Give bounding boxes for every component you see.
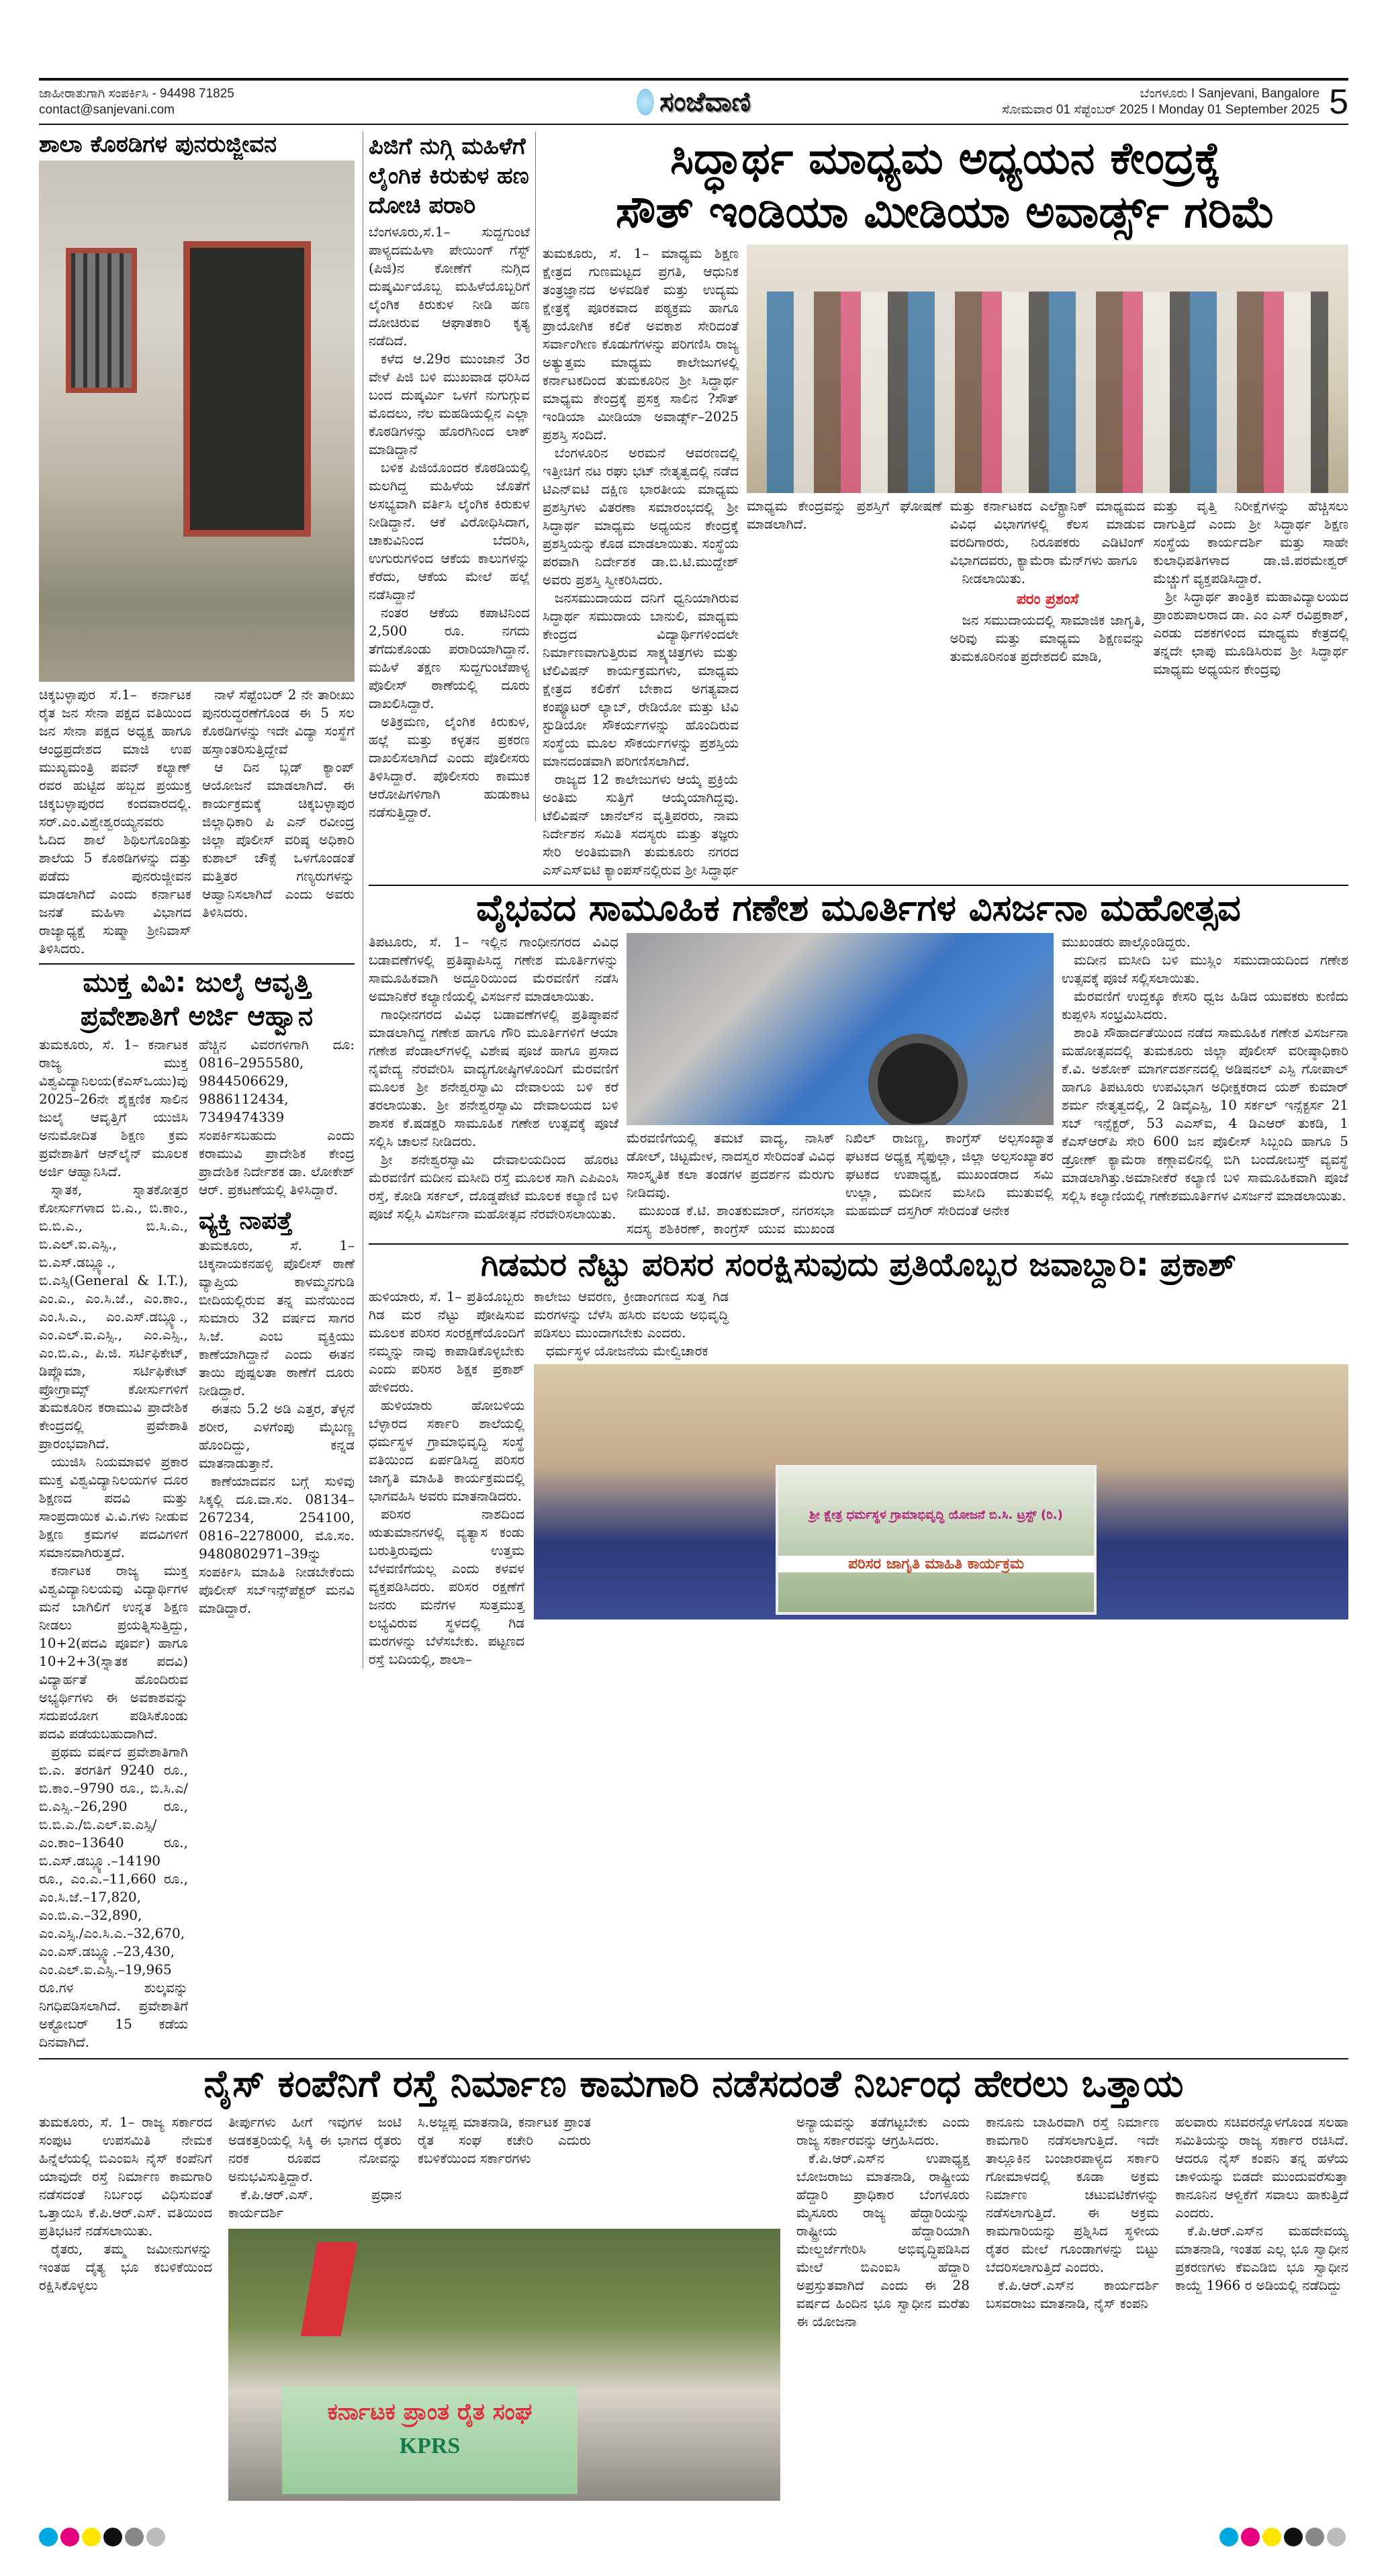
gray-dot	[125, 2528, 144, 2546]
headline-line: ಸಿದ್ಧಾರ್ಥ ಮಾಧ್ಯಮ ಅಧ್ಯಯನ ಕೇಂದ್ರಕ್ಕೆ	[669, 132, 1221, 184]
siddhartha-headline	[543, 132, 1348, 239]
top-stories	[369, 132, 1348, 879]
siddhartha-col-b	[747, 497, 942, 533]
paragraph: ನಂತರ ಆಕೆಯ ಕಪಾಟಿನಿಂದ 2,500 ರೂ. ನಗದು ತೆಗೆದುಕೊಂಡು ಪರಾರಿಯಾಗಿದ್ದಾನೆ. ಮಹಿಳೆ ತಕ್ಷಣ ಸುದ್ದಗುಂಟೆಪಾಳ್ಯ ಪೊಲೀಸ್ ಠಾಣೆಯಲ್ಲಿ ದೂರು ದಾಖಲಿಸಿದ್ದಾರೆ.	[369, 605, 530, 711]
paragraph: ಹೆಚ್ಚಿನ ವಿವರಗಳಿಗಾಗಿ ದೂ: 0816–2955580, 9844506629, 9886112434, 7349474339 ಸಂಪರ್ಕಿಸಬಹುದು ಎಂದು ಕರಾಮುವಿ ಪ್ರಾದೇಶಿಕ ಕೇಂದ್ರ ಪ್ರಾದೇಶಿಕ ನಿರ್ದೇಶಕ ಡಾ. ಲೋಕೇಶ್ ಆರ್. ಪ್ರಕಟಣೆಯಲ್ಲಿ ತಿಳಿಸಿದ್ದಾರೆ.	[199, 1036, 355, 1198]
environment-story	[369, 1288, 1348, 1669]
cyan-dot	[39, 2528, 58, 2546]
missing-person-headline: ವ್ಯಕ್ತಿ ನಾಪತ್ತೆ	[199, 1207, 293, 1235]
globe-icon	[637, 89, 654, 116]
paragraph: ಬೆಂಗಳೂರು,ಸೆ.1– ಸುದ್ದಗುಂಟೆ ಪಾಳ್ಯದಮಹಿಳಾ ಪೇಯಿಂಗ್ ಗೆಸ್ಟ್ (ಪಿಜಿ)ನ ಕೋಣೆಗೆ ನುಗ್ಗಿದ ದುಷ್ಕರ್ಮಿಯೊಬ್ಬ ಮಹಿಳೆಯೊಬ್ಬರಿಗೆ ಲೈಂಗಿಕ ಕಿರುಕುಳ ನೀಡಿ ಹಣ ದೋಚಿರುವ ಆಘಾತಕಾರಿ ಕೃತ್ಯ ನಡೆದಿದೆ.	[369, 224, 530, 349]
open-university-col-1	[39, 1036, 188, 2051]
ganesha-right	[1062, 933, 1348, 1205]
nice-story	[39, 2113, 1348, 2501]
open-university-headline: ಮುಕ್ತ ವಿವಿ: ಜುಲೈ ಆವೃತ್ತಿ ಪ್ರವೇಶಾತಿಗೆ ಅರ್ಜಿ ಆಹ್ವಾನ	[80, 967, 314, 1032]
yellow-dot	[82, 2528, 101, 2546]
banner-abbr: KPRS	[399, 2434, 461, 2459]
school-body	[39, 686, 355, 958]
paragraph: ಮುಖಂಡರು ಪಾಲ್ಗೊಂಡಿದ್ದರು.	[1062, 934, 1191, 950]
paragraph: ಹುಳಿಯಾರು, ಸೆ. 1– ಪ್ರತಿಯೊಬ್ಬರು ಗಿಡ ಮರ ನೆಟ್ಟು ಪೋಷಿಸುವ ಮೂಲಕ ಪರಿಸರ ಸಂರಕ್ಷಣೆಯೊಂದಿಗೆ ನಮ್ಮನ್ನು ನಾವು ಕಾಪಾಡಿಕೊಳ್ಳಬೇಕು ಎಂದು ಪರಿಸರ ಶಿಕ್ಷಕ ಪ್ರಕಾಶ್ ಹೇಳಿದರು.	[369, 1288, 524, 1395]
edition: ಬೆಂಗಳೂರು I Sanjevani, Bangalore	[1140, 87, 1320, 101]
nice-col-2	[228, 2113, 402, 2222]
trust-banner	[776, 1465, 1097, 1615]
pg-body	[369, 223, 530, 821]
ganesha-left	[369, 933, 618, 1223]
light-gray-dot	[1327, 2528, 1346, 2546]
nice-col-3	[418, 2113, 591, 2168]
siddhartha-col-d	[1153, 497, 1348, 678]
nice-col-5	[796, 2113, 970, 2331]
ganesha-story	[369, 933, 1348, 1238]
cyan-dot	[1219, 2528, 1238, 2546]
banner-subtitle: ಪರಿಸರ ಜಾಗೃತಿ ಮಾಹಿತಿ ಕಾರ್ಯಕ್ರಮ	[778, 1556, 1094, 1572]
paragraph: ಪ್ರಥಮ ವರ್ಷದ ಪ್ರವೇಶಾತಿಗಾಗಿ ಬಿ.ಎ. ತರಗತಿಗೆ 9240 ರೂ., ಬಿ.ಕಾಂ.–9790 ರೂ., ಬಿ.ಸಿ.ಎ/ಬಿ.ಎಸ್ಸಿ.–26,290 ರೂ., ಬಿ.ಬಿ.ಎ./ಬಿ.ಎಲ್.ಐ.ಎಸ್ಸಿ/ಎಂ.ಕಾಂ–13640 ರೂ., ಬಿ.ಎಸ್.ಡಬ್ಲ್ಯೂ.–14190 ರೂ., ಎಂ.ಎ.–11,660 ರೂ., ಎಂ.ಸಿ.ಜೆ.–17,820, ಎಂ.ಬಿ.ಎ.–32,890, ಎಂ.ಎಸ್ಸಿ./ಎಂ.ಸಿ.ಎ.–32,670, ಎಂ.ಎಸ್.ಡಬ್ಲ್ಯೂ.–23,430, ಎಂ.ಎಲ್.ಐ.ಎಸ್ಸಿ.–19,965 ರೂ.ಗಳ ಶುಲ್ಕವನ್ನು ನಿಗಧಿಪಡಿಸಲಾಗಿದೆ. ಪ್ರವೇಶಾತಿಗೆ ಅಕ್ಟೋಬರ್ 15 ಕಡೆಯ ದಿನವಾಗಿದೆ.	[39, 1744, 188, 2051]
paragraph: ಜನಸಮುದಾಯದ ದನಿಗೆ ಧ್ವನಿಯಾಗಿರುವ ಸಿದ್ಧಾರ್ಥ ಸಮುದಾಯ ಬಾನುಲಿ, ಮಾಧ್ಯಮ ಕೇಂದ್ರದ ವಿದ್ಯಾರ್ಥಿಗಳಿಂದಲೇ ನಿರ್ಮಾಣವಾಗುತ್ತಿರುವ ಸಾಕ್ಷ್ಯಚಿತ್ರಗಳು ಮತ್ತು ಟೆಲಿವಿಷನ್ ಕಾರ್ಯಕ್ರಮಗಳು, ಮಾಧ್ಯಮ ಕ್ಷೇತ್ರದ ಕಲಿಕೆಗೆ ಬೇಕಾದ ಅಗತ್ಯವಾದ ಕಂಪ್ಯೂಟರ್ ಲ್ಯಾಬ್, ರೇಡಿಯೋ ಮತ್ತು ಟಿವಿ ಸ್ಟುಡಿಯೋ ಸೌಕರ್ಯಗಳನ್ನು ಹೊಂದಿರುವ ಸಂಸ್ಥೆಯ ಮೂಲ ಸೌಕರ್ಯಗಳನ್ನು ಪ್ರಶಸ್ತಿಯ ಮಾನದಂಡವಾಗಿ ಪರಿಗಣಿಸಲಾಗಿದೆ.	[543, 590, 739, 769]
paragraph: ಕೆ.ಪಿ.ಆರ್.ಎಸ್‌ನ ಉಪಾಧ್ಯಕ್ಷ ಬೋಜರಾಜು ಮಾತನಾಡಿ, ರಾಷ್ಟ್ರೀಯ ಹೆದ್ದಾರಿ ಪ್ರಾಧಿಕಾರ ಬೆಂಗಳೂರು ಮೈಸೂರು ರಾಜ್ಯ ಹೆದ್ದಾರಿಯನ್ನು ರಾಷ್ಟ್ರೀಯ ಹೆದ್ದಾರಿಯಾಗಿ ಮೇಲ್ದರ್ಜೆಗೇರಿಸಿ ಅಭಿವೃದ್ಧಿಪಡಿಸಿದ ಮೇಲೆ ಬಿಎಂಐಸಿ ಹೆದ್ದಾರಿ ಅಪ್ರಸ್ತುತವಾಗಿದೆ ಎಂದು ಈ 28 ವರ್ಷದ ಹಿಂದಿನ ಭೂ ಸ್ವಾಧೀನ ಮರೆತು ಈ ಯೋಜನಾ	[796, 2150, 970, 2330]
paragraph: ಶ್ರೀ ಶನೇಶ್ವರಸ್ವಾಮಿ ದೇವಾಲಯದಿಂದ ಹೊರಟ ಮೆರವಣಿಗೆ ಮದೀನ ಮಸೀದಿ ರಸ್ತೆ ಮೂಲಕ ಸಾಗಿ ಎಪಿಎಂಸಿ ರಸ್ತೆ, ಕೋಡಿ ಸರ್ಕಲ್, ದೊಡ್ಡಪೇಟೆ ಮೂಲಕ ಕಲ್ಯಾಣಿ ಬಳಿ ಪೂಜೆ ಸಲ್ಲಿಸಿ ವಿಸರ್ಜನಾ ಮಹೋತ್ಸವ ನೆರವೇರಿಸಲಾಯಿತು.	[369, 1151, 618, 1222]
paragraph: ಮೆರವಣಿಗೆಯಲ್ಲಿ ತಮಟೆ ವಾದ್ಯ, ನಾಸಿಕ್ ಡೋಲ್, ಚಿಟ್ಟಮೇಳ, ನಾದಸ್ವರ ಸೇರಿದಂತೆ ವಿವಿಧ ಸಾಂಸ್ಕೃತಿಕ ಕಲಾ ತಂಡಗಳ ಪ್ರದರ್ಶನ ಮೆರುಗು ನೀಡಿದವು.	[627, 1130, 835, 1200]
color-registration-marks-left	[39, 2528, 168, 2549]
yellow-dot	[1262, 2528, 1281, 2546]
masthead-left	[39, 86, 637, 118]
left-column	[39, 132, 355, 2051]
magenta-dot	[1241, 2528, 1260, 2546]
siddhartha-col-c	[950, 497, 1146, 666]
paragraph: ಮೆರವಣಿಗೆ ಉದ್ದಕ್ಕೂ ಕೇಸರಿ ಧ್ವಜ ಹಿಡಿದ ಯುವಕರು ಕುಣಿದು ಕುಪ್ಪಳಿಸಿ ಸಂಭ್ರಮಿಸಿದರು.	[1062, 988, 1348, 1022]
paragraph: ಅನ್ಯಾಯವನ್ನು ತಡೆಗಟ್ಟಬೇಕು ಎಂದು ರಾಜ್ಯ ಸರ್ಕಾರವನ್ನು ಆಗ್ರಹಿಸಿದರು.	[796, 2114, 970, 2149]
registration-strip	[39, 2528, 1348, 2549]
kprs-protest-photo	[228, 2229, 780, 2501]
paragraph: ಮುಖಂಡ ಕೆ.ಟಿ. ಶಾಂತಕುಮಾರ್, ನಗರಸಭಾ ಸದಸ್ಯ ಶಶಿಕಿರಣ್, ಕಾಂಗ್ರೆಸ್ ಯುವ ಮುಖಂಡ ನಿಖಿಲ್ ರಾಜಣ್ಣ, ಕಾಂಗ್ರೆಸ್ ಅಲ್ಪಸಂಖ್ಯಾತ ಘಟಕದ ಅಧ್ಯಕ್ಷ ಸೈಫುಲ್ಲಾ, ಜಿಲ್ಲಾ ಅಲ್ಪಸಂಖ್ಯಾತರ ಘಟಕದ ಉಪಾಧ್ಯಕ್ಷ, ಮುಖಂಡರಾದ ಸಮಿ ಉಲ್ಲಾ, ಮದೀನ ಮಸೀದಿ ಮುತುವಲ್ಲಿ ಮಹಮದ್ ದಸ್ತಗಿರ್ ಸೇರಿದಂತೆ ಅನೇಕ	[627, 1130, 1054, 1237]
light-gray-dot	[146, 2528, 165, 2546]
ganesha-middle	[627, 1129, 1054, 1238]
school-headline: ಶಾಲಾ ಕೊಠಡಿಗಳ ಪುನರುಜ್ಜೀವನ	[39, 131, 277, 158]
paragraph: ಮತ್ತು ವೃತ್ತಿ ನಿರೀಕ್ಷೆಗಳನ್ನು ಹೆಚ್ಚಿಸಲು ದಾಗುತ್ತಿದೆ ಎಂದು ಶ್ರೀ ಸಿದ್ಧಾರ್ಥ ಶಿಕ್ಷಣ ಸಂಸ್ಥೆಯ ಕಾರ್ಯದರ್ಶಿ ಮತ್ತು ಸಾಹೇ ಕುಲಾಧಿಪತಿಗಳಾದ ಡಾ.ಜಿ.ಪರಮೇಶ್ವರ್ ಮೆಚ್ಚುಗೆ ವ್ಯಕ್ತಪಡಿಸಿದ್ದಾರೆ.	[1153, 498, 1349, 586]
paragraph: ಕಾಲೇಜು ಆವರಣ, ಕ್ರೀಡಾಂಗಣದ ಸುತ್ತ ಗಿಡ ಮರಗಳನ್ನು ಬೆಳೆಸಿ ಹಸಿರು ವಲಯ ಅಭಿವೃದ್ಧಿ ಪಡಿಸಲು ಮುಂದಾಗಬೇಕು ಎಂದರು.	[534, 1288, 729, 1341]
paragraph: ಕೆ.ಪಿ.ಆರ್.ಎಸ್‌ನ ಕಾರ್ಯದರ್ಶಿ ಬಸವರಾಜು ಮಾತನಾಡಿ, ನೈಸ್ ಕಂಪನಿ	[986, 2277, 1159, 2312]
paragraph: ತುಮಕೂರು, ಸೆ. 1– ಚಿಕ್ಕನಾಯಕನಹಳ್ಳಿ ಪೊಲೀಸ್ ಠಾಣೆ ವ್ಯಾಪ್ತಿಯ ಕಾಳಮ್ಮನಗುಡಿ ಬೀದಿಯಲ್ಲಿರುವ ತನ್ನ ಮನೆಯಿಂದ ಸುಮಾರು 32 ವರ್ಷದ ಸಾಗರ ಸಿ.ಜೆ. ಎಂಬ ವ್ಯಕ್ತಿಯು ಕಾಣೆಯಾಗಿದ್ದಾನೆ ಎಂದು ಈತನ ತಾಯಿ ಪುಷ್ಪಲತಾ ಠಾಣೆಗೆ ದೂರು ನೀಡಿದ್ದಾರೆ.	[199, 1237, 355, 1399]
paragraph: ಪರಿಸರ ನಾಶದಿಂದ ಋತುಮಾನಗಳಲ್ಲಿ ವ್ಯತ್ಯಾಸ ಕಂಡು ಬರುತ್ತಿರುವುದು ಉತ್ತಮ ಬೆಳವಣಿಗೆಯಲ್ಲ ಎಂದು ಕಳವಳ ವ್ಯಕ್ತಪಡಿಸಿದರು. ಪರಿಸರ ರಕ್ಷಣೆಗೆ ಜನರು ಮನೆಗಳ ಸುತ್ತಮುತ್ತ ಲಭ್ಯವಿರುವ ಸ್ಥಳದಲ್ಲಿ ಗಿಡ ಮರಗಳನ್ನು ಬೆಳೆಸಬೇಕು. ಪಟ್ಟಣದ ರಸ್ತೆ ಬದಿಯಲ್ಲಿ, ಶಾಲಾ–	[369, 1506, 524, 1667]
missing-person-body	[199, 1237, 355, 1617]
issue-date: ಸೋಮವಾರ 01 ಸೆಪ್ಟೆಂಬರ್ 2025 I Monday 01 September 2025	[1002, 103, 1320, 117]
newspaper-logo	[637, 87, 751, 118]
paragraph: ಕೆ.ಪಿ.ಆರ್.ಎಸ್‌ನ ಮಹದೇವಯ್ಯ ಮಾತನಾಡಿ, ಇಂತಹ ಎಲ್ಲ ಭೂ ಸ್ವಾಧೀನ ಪ್ರಕರಣಗಳು ಕೆಐಎಡಿಬಿ ಭೂ ಸ್ವಾಧೀನ ಕಾಯ್ದೆ 1966 ರ ಅಡಿಯಲ್ಲಿ ನಡೆದಿದ್ದು	[1175, 2223, 1348, 2294]
paragraph: ಅತಿಕ್ರಮಣ, ಲೈಂಗಿಕ ಕಿರುಕುಳ, ಹಲ್ಲೆ ಮತ್ತು ಕಳ್ಳತನ ಪ್ರಕರಣ ದಾಖಲಿಸಲಾಗಿದೆ ಎಂದು ಪೊಲೀಸರು ತಿಳಿಸಿದ್ದಾರೆ. ಪೊಲೀಸರು ಕಾಮುಕ ಆರೋಪಿಗಳಿಗಾಗಿ ಹುಡುಕಾಟ ನಡೆಸುತ್ತಿದ್ದಾರೆ.	[369, 713, 530, 820]
ad-contact: ಜಾಹೀರಾತುಗಾಗಿ ಸಂಪರ್ಕಿಸಿ - 94498 71825	[39, 87, 234, 101]
kprs-banner	[282, 2387, 577, 2494]
pg-headline: ಪಿಜಿಗೆ ನುಗ್ಗಿ ಮಹಿಳೆಗೆ ಲೈಂಗಿಕ ಕಿರುಕುಳ ಹಣ ದೋಚಿ ಪರಾರಿ	[369, 133, 529, 219]
ganesha-procession-photo	[627, 933, 1054, 1125]
group-of-people	[767, 292, 1328, 493]
nice-headline: ನೈಸ್ ಕಂಪೆನಿಗೆ ರಸ್ತೆ ನಿರ್ಮಾಣ ಕಾಮಗಾರಿ ನಡೆಸದಂತೆ ನಿರ್ಬಂಧ ಹೇರಲು ಒತ್ತಾಯ	[203, 2062, 1184, 2106]
paragraph: ತುಮಕೂರು, ಸೆ. 1– ರಾಜ್ಯ ಸರ್ಕಾರದ ಸಂಪುಟ ಉಪಸಮಿತಿ ನೇಮಕ ಹಿನ್ನೆಲೆಯಲ್ಲಿ ಬಿಎಂಐಸಿ ನೈಸ್ ಕಂಪೆನಿಗೆ ಯಾವುದೇ ರಸ್ತೆ ನಿರ್ಮಾಣ ಕಾಮಗಾರಿ ನಡೆಸದಂತೆ ನಿರ್ಬಂಧ ವಿಧಿಸುವಂತೆ ಒತ್ತಾಯಿಸಿ ಕೆ.ಪಿ.ಆರ್.ಎಸ್. ವತಿಯಿಂದ ಪ್ರತಿಭಟನೆ ನಡೆಸಲಾಯಿತು.	[39, 2114, 212, 2239]
color-registration-marks-right	[1219, 2528, 1348, 2549]
paragraph: ಕಾನೂನು ಬಾಹಿರವಾಗಿ ರಸ್ತೆ ನಿರ್ಮಾಣ ಕಾಮಗಾರಿ ನಡೆಸಲಾಗುತ್ತಿದೆ. ಇದೇ ತಾಲ್ಲೂಕಿನ ಬಂಜಾರಪಾಳ್ಯದ ಸರ್ಕಾರಿ ಗೋಮಾಳದಲ್ಲಿ ಕೂಡಾ ಅಕ್ರಮ ನಿರ್ಮಾಣ ಚಟುವಟಿಕೆಗಳನ್ನು ನಡೆಸಲಾಗುತ್ತಿದೆ. ಈ ಅಕ್ರಮ ಕಾಮಗಾರಿಯನ್ನು ಪ್ರಶ್ನಿಸಿದ ಸ್ಥಳೀಯ ರೈತರ ಮೇಲೆ ಗೂಂಡಾಗಳನ್ನು ಬಿಟ್ಟು ಬೆದರಿಸಲಾಗುತ್ತಿದೆ ಎಂದರು.	[986, 2114, 1159, 2276]
paragraph: ತೀರ್ಪುಗಳು ಹೀಗೆ ಇವುಗಳ ಜಂಟಿ ಅಡಕತ್ತರಿಯಲ್ಲಿ ಸಿಕ್ಕಿ ಈ ಭಾಗದ ರೈತರು ನರಕ ರೂಪದ ನೋವನ್ನು ಅನುಭವಿಸುತ್ತಿದ್ದಾರೆ.	[228, 2114, 402, 2185]
paragraph: ಶಾಂತಿ ಸೌಹಾರ್ದತೆಯಿಂದ ನಡೆದ ಸಾಮೂಹಿಕ ಗಣೇಶ ವಿಸರ್ಜನಾ ಮಹೋತ್ಸವದಲ್ಲಿ ತುಮಕೂರು ಜಿಲ್ಲಾ ಪೊಲೀಸ್ ವರೀಷ್ಠಾಧಿಕಾರಿ ಕೆ.ವಿ. ಅಶೋಕ್ ಮಾರ್ಗದರ್ಶನದಲ್ಲಿ ಅಡಿಷನಲ್ ಎಸ್ಪಿ ಗೋಪಾಲ್ ಹಾಗೂ ತಿಪಟೂರು ಉಪವಿಭಾಗ ಅಧೀಕ್ಷಕರಾದ ಯಶ್ ಕುಮಾರ್ ಶರ್ಮ ನೇತೃತ್ವದಲ್ಲಿ, 2 ಡಿವೈಎಸ್ಪಿ, 10 ಸರ್ಕಲ್ ಇನ್ಸೆಕ್ಟರ್ಸ 21 ಸಬ್ ಇನ್ಸೆಕ್ಟರ್, 53 ಎಎಸ್‌ಐ, 4 ಡಿಎಆರ್ ತುಕಡಿ, 1 ಕೆಎಸ್‌ಆರ್‌ಪಿ ಸೇರಿ 600 ಜನ ಪೊಲೀಸ್ ಸಿಬ್ಬಂದಿ ಹಾಗೂ 5 ಡ್ರೋಣ್ ಕ್ಯಾಮೆರಾ ಕಣ್ಗಾವಲಿನಲ್ಲಿ ಬಿಗಿ ಬಂದೋಬಸ್ತ್ ವ್ಯವಸ್ಥೆ ಮಾಡಲಾಗಿತ್ತು.ಅಮಾನೀಕೆರೆ ಕಲ್ಯಾಣಿ ಬಳಿ ಸಾಮೂಹಿಕವಾಗಿ ಪೂಜೆ ಸಲ್ಲಿಸಿ ಕಲ್ಯಾಣಿಯಲ್ಲಿ ಗಣೇಶಮೂರ್ತಿಗಳ ವಿಸರ್ಜನೆ ಮಾಡಲಾಯಿತು.	[1062, 1024, 1348, 1204]
paragraph: ಮದೀನ ಮಸೀದಿ ಬಳಿ ಮುಸ್ಲಿಂ ಸಮುದಾಯದಿಂದ ಗಣೇಶ ಉತ್ಸವಕ್ಕೆ ಪೂಜೆ ಸಲ್ಲಿಸಲಾಯಿತು.	[1062, 952, 1348, 986]
ganesha-headline: ವೈಭವದ ಸಾಮೂಹಿಕ ಗಣೇಶ ಮೂರ್ತಿಗಳ ವಿಸರ್ಜನಾ ಮಹೋತ್ಸವ	[476, 887, 1241, 929]
paragraph: ಆ ದಿನ ಬ್ಲಡ್ ಕ್ಯಾಂಪ್ ಆಯೋಜನೆ ಮಾಡಲಾಗಿದೆ. ಈ ಕಾರ್ಯಕ್ರಮಕ್ಕೆ ಚಿಕ್ಕಬಳ್ಳಾಪುರ ಜಿಲ್ಲಾಧಿಕಾರಿ ಪಿ ಎನ್ ರವೀಂದ್ರ ಜಿಲ್ಲಾ ಪೊಲೀಸ್ ವರಿಷ್ಠ ಅಧಿಕಾರಿ ಕುಶಾಲ್ ಚೌಕ್ಸೆ ಒಳಗೊಂಡಂತೆ ಮತ್ತಿತರ ಗಣ್ಯರುಗಳನ್ನು ಆಹ್ವಾನಿಸಲಾಗಿದೆ ಎಂದು ಅವರು ತಿಳಿಸಿದರು.	[202, 759, 355, 921]
paragraph: ಕೆ.ಪಿ.ಆರ್.ಎಸ್. ಪ್ರಧಾನ ಕಾರ್ಯದರ್ಶಿ	[228, 2186, 402, 2221]
banner-title: ಕರ್ನಾಟಕ ಪ್ರಾಂತ ರೈತ ಸಂಘ	[327, 2399, 533, 2426]
paragraph: ಬೆಂಗಳೂರಿನ ಅರಮನೆ ಆವರಣದಲ್ಲಿ ಇತ್ತೀಚಿಗೆ ನಟ ರಘು ಭಟ್ ನೇತೃತ್ವದಲ್ಲಿ ನಡೆದ ಟಿಎನ್ಐಟಿ ದಕ್ಷಿಣ ಭಾರತೀಯ ಮಾಧ್ಯಮ ಪ್ರಶಸ್ತಿಗಳು ವಿತರಣಾ ಸಮಾರಂಭದಲ್ಲಿ ಶ್ರೀ ಸಿದ್ಧಾರ್ಥ ಮಾಧ್ಯಮ ಅಧ್ಯಯನ ಕೇಂದ್ರಕ್ಕೆ ಪ್ರಶಸ್ತಿಯನ್ನು ಕೊಡ ಮಾಡಲಾಯಿತು. ಸಂಸ್ಥೆಯ ಪರವಾಗಿ ನಿರ್ದೇಶಕ ಡಾ.ಬಿ.ಟಿ.ಮುದ್ದೇಶ್ ಅವರು ಪ್ರಶಸ್ತಿ ಸ್ವೀಕರಿಸಿದರು.	[543, 445, 739, 588]
masthead	[39, 78, 1348, 125]
environment-headline: ಗಿಡಮರ ನೆಟ್ಟು ಪರಿಸರ ಸಂರಕ್ಷಿಸುವುದು ಪ್ರತಿಯೊಬ್ಬರ ಜವಾಬ್ದಾರಿ: ಪ್ರಕಾಶ್	[481, 1246, 1236, 1284]
paragraph: ಜನ ಸಮುದಾಯದಲ್ಲಿ ಸಾಮಾಜಿಕ ಜಾಗೃತಿ, ಅರಿವು ಮತ್ತು ಮಾಧ್ಯಮ ಶಿಕ್ಷಣವನ್ನು ತುಮಕೂರಿನಂತ ಪ್ರದೇಶದಲಿ ಮಾಡಿ,	[950, 612, 1146, 664]
banner-title: ಶ್ರೀ ಕ್ಷೇತ್ರ ಧರ್ಮಸ್ಥಳ ಗ್ರಾಮಾಭಿವೃದ್ಧಿ ಯೋಜನೆ ಬಿ.ಸಿ. ಟ್ರಸ್ಟ್ (ರಿ.)	[809, 1508, 1063, 1522]
black-dot	[1284, 2528, 1303, 2546]
paragraph: ನಾಳೆ ಸೆಪ್ಟೆಂಬರ್ 2 ನೇ ತಾರೀಖು ಪುನರುದ್ಧರಣೆಗೊಂಡ ಈ 5 ಸಲ ಕೊಠಡಿಗಳನ್ನು ಇದೇ ವಿದ್ಯಾ ಸಂಸ್ಥೆಗೆ ಹಸ್ತಾಂತರಿಸುತ್ತಿದ್ದೇವೆ	[202, 686, 355, 758]
red-flag	[301, 2242, 358, 2336]
paragraph: ಶ್ರೀ ಸಿದ್ಧಾರ್ಥ ತಾಂತ್ರಿಕ ಮಹಾವಿದ್ಯಾಲಯದ ಪ್ರಾಂಶುಪಾಲರಾದ ಡಾ. ಎಂ ಎಸ್ ರವಿಪ್ರಕಾಶ್, ಎರಡು ದಶಕಗಳಿಂದ ಮಾಧ್ಯಮ ಕೇತ್ರದಲ್ಲಿ ತನ್ನದೇ ಛಾಪು ಮೂಡಿಸಿರುವ ಶ್ರೀ ಸಿದ್ಧಾರ್ಥ ಮಾಧ್ಯಮ ಅಧ್ಯಯನ ಕೇಂದ್ರವು	[1153, 588, 1349, 677]
contact-email[interactable]: contact@sanjevani.com	[39, 103, 175, 117]
paragraph: ಹಲವಾರು ಸಚಿವರನ್ನೊಳಗೊಂಡ ಸಲಹಾ ಸಮಿತಿಯನ್ನು ರಾಜ್ಯ ಸರ್ಕಾರ ರಚಿಸಿದೆ. ಆದರೂ ನೈಸ್ ಕಂಪನಿ ತನ್ನ ಹಳೆಯ ಚಾಳಿಯನ್ನು ಬಿಡದೇ ಮುಂದುವರೆಸುತ್ತಾ ಕಾನೂನಿನ ಆಳ್ವಿಕೆಗೆ ಸವಾಲು ಹಾಕುತ್ತಿದೆ ಎಂದರು.	[1175, 2114, 1348, 2221]
doorway	[183, 241, 311, 537]
masthead-right	[1002, 86, 1320, 118]
nice-col-6	[986, 2113, 1159, 2313]
paragraph: ರೈತರು, ತಮ್ಮ ಜಮೀನುಗಳನ್ನು ಇಂತಹ ದೈತ್ಯ ಭೂ ಕಬಳಿಕೆಯಿಂದ ರಕ್ಷಿಸಿಕೊಳ್ಳಲು	[39, 2241, 212, 2294]
nice-col-7	[1175, 2113, 1348, 2295]
school-building-photo	[39, 161, 355, 682]
environment-students-photo	[534, 1364, 1348, 1619]
paragraph: ಚಿಕ್ಕಬಳ್ಳಾಪುರ ಸೆ.1– ಕರ್ನಾಟಕ ರೈತ ಜನ ಸೇನಾ ಪಕ್ಷದ ವತಿಯಿಂದ ಜನ ಸೇನಾ ಪಕ್ಷದ ಅಧ್ಯಕ್ಷ ಹಾಗೂ ಆಂಧ್ರಪ್ರದೇಶದ ಮಾಜಿ ಉಪ ಮುಖ್ಯಮಂತ್ರಿ ಪವನ್ ಕಲ್ಯಾಣ್ ರವರ ಹುಟ್ಟಿದ ಹಬ್ಬದ ಪ್ರಯುಕ್ತ ಚಿಕ್ಕಬಳ್ಳಾಪುರದ ಕಂದವಾರದಲ್ಲಿ. ಸರ್.ಎಂ.ವಿಶ್ವೇಶ್ವರಯ್ಯನವರು ಓದಿದ ಶಾಲೆ ಶಿಥಿಲಗೊಂಡಿತ್ತು ಶಾಲೆಯ 5 ಕೊಠಡಿಗಳನ್ನು ದತ್ತು ಪಡೆದು ಪುನರುಜ್ಜೀವನ ಮಾಡಲಾಗಿದೆ ಎಂದು ಕರ್ನಾಟಕ ಜನತೆ ಮಹಿಳಾ ವಿಭಾಗದ ರಾಜ್ಯಾಧ್ಯಕ್ಷೆ ಸುಷ್ಮಾ ಶ್ರೀನಿವಾಸ್ ತಿಳಿಸಿದರು.	[39, 686, 191, 957]
paragraph: ಕರ್ನಾಟಕ ರಾಜ್ಯ ಮುಕ್ತ ವಿಶ್ವವಿದ್ಯಾನಿಲಯವು ವಿದ್ಯಾರ್ಥಿಗಳ ಮನೆ ಬಾಗಿಲಿಗೆ ಉನ್ನತ ಶಿಕ್ಷಣ ನೀಡಲು ಪ್ರಯತ್ನಿಸುತ್ತಿದ್ದು, 10+2(ಪದವಿ ಪೂರ್ವ) ಹಾಗೂ 10+2+3(ಸ್ನಾತಕ ಪದವಿ) ವಿದ್ಯಾರ್ಹತೆ ಹೊಂದಿರುವ ಅಭ್ಯರ್ಥಿಗಳು ಈ ಅವಕಾಶವನ್ನು ಸದುಪಯೋಗ ಪಡಿಸಿಕೊಂಡು ಪದವಿ ಪಡೆಯಬಹುದಾಗಿದೆ.	[39, 1562, 188, 1742]
window	[66, 248, 137, 393]
right-area	[363, 132, 1348, 1669]
paragraph: ಧರ್ಮಸ್ಥಳ ಯೋಜನೆಯ ಮೇಲ್ವಿಚಾರಕ	[546, 1343, 708, 1359]
paragraph: ಕಳೆದ ಆ.29ರ ಮುಂಜಾನೆ 3ರ ವೇಳೆ ಪಿಜಿ ಬಳಿ ಮುಖವಾಡ ಧರಿಸಿದ ಬಂದ ದುಷ್ಕರ್ಮಿ ಒಳಗೆ ನುಗುಗ್ಗುವ ಮೊದಲು, ನೆಲ ಮಹಡಿಯಲ್ಲಿನ ಎಲ್ಲಾ ಕೊಠಡಿಗಳನ್ನು ಹೊರಗಿನಿಂದ ಲಾಕ್ ಮಾಡಿದ್ದಾನೆ	[369, 351, 530, 457]
headline-line: ಸೌತ್ ಇಂಡಿಯಾ ಮೀಡಿಯಾ ಅವಾರ್ಡ್ಸ್ ಗರಿಮೆ	[615, 186, 1276, 238]
environment-top	[534, 1288, 729, 1360]
paragraph: ಗಾಂಧೀನಗರದ ವಿವಿಧ ಬಡಾವಣೆಗಳಲ್ಲಿ ಪ್ರತಿಷ್ಠಾಪನೆ ಮಾಡಲಾಗಿದ್ದ ಗಣೇಶ ಹಾಗೂ ಗೌರಿ ಮೂರ್ತಿಗಳಿಗೆ ಆಯಾ ಗಣೇಶ ಪೆಂಡಾಲ್‌ಗಳಲ್ಲಿ ವಿಶೇಷ ಪೂಜೆ ಹಾಗೂ ಪ್ರಸಾದ ನೈವೇದ್ಯ ನೆರವೇರಿಸಿ ವಾದ್ಯಗೋಷ್ಠಿಗಳೊಂದಿಗೆ ಮೆರವಣಿಗೆ ಮೂಲಕ ಶ್ರೀ ಶನೇಶ್ವರಸ್ವಾಮಿ ದೇವಾಲಯ ಬಳಿ ಕರೆ ತರಲಾಯಿತು. ಶ್ರೀ ಶನೇಶ್ವರಸ್ವಾಮಿ ದೇವಾಲಯದ ಬಳಿ ಶಾಸಕ ಕೆ.ಷಡಕ್ಷರಿ ಸಾಮೂಹಿಕ ಗಣೇಶ ಉತ್ಸವಕ್ಕೆ ಪೂಜೆ ಸಲ್ಲಿಸಿ ಚಾಲನೆ ನೀಡಿದರು.	[369, 1006, 618, 1149]
paragraph: ಹುಳಿಯಾರು ಹೋಬಳಿಯ ಬೆಳ್ಳಾರದ ಸರ್ಕಾರಿ ಶಾಲೆಯಲ್ಲಿ ಧರ್ಮಸ್ಥಳ ಗ್ರಾಮಾಭಿವೃದ್ಧಿ ಸಂಸ್ಥೆ ವತಿಯಿಂದ ಏರ್ಪಡಿಸಿದ್ದ ಪರಿಸರ ಜಾಗೃತಿ ಮಾಹಿತಿ ಕಾರ್ಯಕ್ರಮದಲ್ಲಿ ಭಾಗವಹಿಸಿ ಅವರು ಮಾತನಾಡಿದರು.	[369, 1397, 524, 1504]
upper-area	[39, 132, 1348, 2051]
paragraph: ಯುಜಿಸಿ ನಿಯಮಾವಳಿ ಪ್ರಕಾರ ಮುಕ್ತ ವಿಶ್ವವಿದ್ಯಾನಿಲಯಗಳ ದೂರ ಶಿಕ್ಷಣದ ಪದವಿ ಮತ್ತು ಸಾಂಪ್ರದಾಯಿಕ ವಿ.ವಿ.ಗಳು ನೀಡುವ ಶಿಕ್ಷಣ ಕ್ರಮಗಳ ಪದವಿಗಳಿಗೆ ಸಮಾನವಾಗಿರುತ್ತದೆ.	[39, 1454, 188, 1561]
siddhartha-col-a	[543, 245, 739, 879]
paragraph: ನೀಡಲಾಯಿತು.	[962, 570, 1026, 586]
paragraph: ತುಮಕೂರು, ಸೆ. 1– ಕರ್ನಾಟಕ ರಾಜ್ಯ ಮುಕ್ತ ವಿಶ್ವವಿದ್ಯಾನಿಲಯ(ಕೆಎಸ್‌ಒಯು)ವು 2025–26ನೇ ಶೈಕ್ಷಣಿಕ ಸಾಲಿನ ಜುಲೈ ಆವೃತ್ತಿಗೆ ಯುಜಿಸಿ ಅನುಮೋದಿತ ಶಿಕ್ಷಣ ಕ್ರಮ ಪ್ರವೇಶಾತಿಗೆ ಆನ್‌ಲೈನ್ ಮೂಲಕ ಅರ್ಜಿ ಆಹ್ವಾನಿಸಿದೆ.	[39, 1036, 188, 1180]
paragraph: ಈತನು 5.2 ಅಡಿ ಎತ್ತರ, ತೆಳ್ಳನೆ ಶರೀರ, ಎಳಗೆಂಪು ಮೈಬಣ್ಣ ಹೊಂದಿದ್ದು, ಕನ್ನಡ ಮಾತನಾಡುತ್ತಾನೆ.	[199, 1401, 355, 1472]
nice-col-1	[39, 2113, 212, 2295]
paragraph: ಸಿ.ಅಜ್ಜಪ್ಪ ಮಾತನಾಡಿ, ಕರ್ನಾಟಕ ಪ್ರಾಂತ ರೈತ ಸಂಘ ಕಚೇರಿ ಎದುರು ಕಬಳಿಕೆಯಿಂದ ಸರ್ಕಾರಗಳು	[418, 2114, 591, 2167]
paragraph: ಮಾಧ್ಯಮ ಕೇಂದ್ರವನ್ನು ಪ್ರಶಸ್ತಿಗೆ ಘೋಷಣೆ ಮಾಡಲಾಗಿದೆ.	[747, 498, 942, 532]
paragraph: ಸ್ನಾತಕ, ಸ್ನಾತಕೋತ್ತರ ಕೋರ್ಸುಗಳಾದ ಬಿ.ಎ., ಬಿ.ಕಾಂ., ಬಿ.ಬಿ.ಎ., ಬಿ.ಸಿ.ಎ., ಬಿ.ಎಲ್.ಐ.ಎಸ್ಸಿ., ಬಿ.ಎಸ್.ಡಬ್ಲ್ಯೂ., ಬಿ.ಎಸ್ಸಿ(General & I.T.), ಎಂ.ಎ., ಎಂ.ಸಿ.ಜೆ., ಎಂ.ಕಾಂ., ಎಂ.ಸಿ.ಎ., ಎಂ.ಎಸ್.ಡಬ್ಲ್ಯೂ., ಎಂ.ಎಲ್.ಐ.ಎಸ್ಸಿ., ಎಂ.ಎಸ್ಸಿ., ಎಂ.ಬಿ.ಎ., ಪಿ.ಜಿ. ಸರ್ಟಿಫಿಕೇಟ್, ಡಿಪ್ಲೊಮಾ, ಸರ್ಟಿಫಿಕೇಟ್ ಪ್ರೋಗ್ರಾಮ್ಸ್ ಕೋರ್ಸುಗಳಿಗೆ ತುಮಕೂರಿನ ಕರಾಮುವಿ ಪ್ರಾದೇಶಿಕ ಕೇಂದ್ರದಲ್ಲಿ ಪ್ರವೇಶಾತಿ ಪ್ರಾರಂಭವಾಗಿದೆ.	[39, 1182, 188, 1452]
tractor-wheel	[868, 1034, 968, 1125]
open-university-col-2	[199, 1036, 355, 1199]
magenta-dot	[60, 2528, 79, 2546]
environment-left	[369, 1288, 524, 1669]
black-dot	[103, 2528, 122, 2546]
paragraph: ಬಳಿಕ ಪಿಜಿಯೊಂದರ ಕೊಠಡಿಯಲ್ಲಿ ಮಲಗಿದ್ದ ಮಹಿಳೆಯ ಜೊತೆಗೆ ಅಸಭ್ಯವಾಗಿ ವರ್ತಿಸಿ ಲೈಂಗಿಕ ಕಿರುಕುಳ ನೀಡಿದ್ದಾನೆ. ಆಕೆ ವಿರೋಧಿಸಿದಾಗ, ಚಾಕುವಿನಿಂದ ಬೆದರಿಸಿ, ಉಗುರುಗಳಿಂದ ಆಕೆಯ ಕಾಲುಗಳನ್ನು ಕೆರೆದು, ಆಕೆಯ ಮೇಲೆ ಹಲ್ಲೆ ನಡೆಸಿದ್ದಾನೆ	[369, 459, 530, 603]
paragraph: ಕಾಣೆಯಾದವನ ಬಗ್ಗೆ ಸುಳಿವು ಸಿಕ್ಕಲ್ಲಿ ದೂ.ವಾ.ಸಂ. 08134–267234, 254100, 0816–2278000, ಮೊ.ಸಂ. 9480802971–39ನ್ನು ಸಂಪರ್ಕಿಸಿ ಮಾಹಿತಿ ನೀಡಬೇಕೆಂದು ಪೊಲೀಸ್ ಸಬ್‌ಇನ್ಸ್‌ಪೆಕ್ಟರ್ ಮನವಿ ಮಾಡಿದ್ದಾರೆ.	[199, 1473, 355, 1617]
section-rule	[39, 963, 355, 965]
award-group-photo	[747, 245, 1348, 493]
paragraph: ತುಮಕೂರು, ಸೆ. 1– ಮಾಧ್ಯಮ ಶಿಕ್ಷಣ ಕ್ಷೇತ್ರದ ಗುಣಮಟ್ಟದ ಪ್ರಗತಿ, ಆಧುನಿಕ ತಂತ್ರಜ್ಞಾನದ ಅಳವಡಿಕೆ ಮತ್ತು ಉದ್ಯಮ ಕ್ಷೇತ್ರಕ್ಕೆ ಪೂರಕವಾದ ಪಠ್ಯಕ್ರಮ ಹಾಗೂ ಪ್ರಾಯೋಗಿಕ ಕಲಿಕೆ ಅವಕಾಶ ಸೇರಿದಂತೆ ಸರ್ವಾಂಗೀಣ ಕೊಡುಗೆಗಳನ್ನು ಪರಿಗಣಿಸಿ ರಾಜ್ಯ ಅತ್ಯುತ್ತಮ ಮಾಧ್ಯಮ ಕಾಲೇಜುಗಳಲ್ಲಿ ಕರ್ನಾಟಕದಿಂದ ತುಮಕೂರಿನ ಶ್ರೀ ಸಿದ್ಧಾರ್ಥ ಮಾಧ್ಯಮ ಕೇಂದ್ರಕ್ಕೆ ಪ್ರಸಕ್ತ ಸಾಲಿನ ?ಸೌತ್ ಇಂಡಿಯಾ ಮೀಡಿಯಾ ಅವಾರ್ಡ್ಸ್–2025 ಪ್ರಶಸ್ತಿ ಸಂದಿದೆ.	[543, 245, 739, 443]
logo-text: ಸಂಜೆವಾಣಿ	[659, 87, 751, 118]
paragraph: ರಾಜ್ಯದ 12 ಕಾಲೇಜುಗಳು ಆಯ್ಕೆ ಪ್ರಕ್ರಿಯೆ ಅಂತಿಮ ಸುತ್ತಿಗೆ ಆಯ್ಕೆಯಾಗಿದ್ದವು. ಟೆಲಿವಿಷನ್ ಚಾನೆಲ್‌ನ ವೃತ್ತಿಪರರು, ನಾಮ ನಿರ್ದೇಶನ ಸಮಿತಿ ಸದಸ್ಯರು ಮತ್ತು ತಜ್ಞರು ಸೇರಿ ಅಂತಿಮವಾಗಿ ತುಮಕೂರು ನಗರದ ಎಸ್‌ಎಸ್‌ಐಟಿ ಕ್ಯಾಂಪಸ್‌ನಲ್ಲಿರುವ ಶ್ರೀ ಸಿದ್ಧಾರ್ಥ	[543, 771, 739, 878]
subheading: ಪರಂ ಪ್ರಶಂಸೆ	[1016, 591, 1079, 608]
paragraph: ತಿಪಟೂರು, ಸೆ. 1– ಇಲ್ಲಿನ ಗಾಂಧೀನಗರದ ವಿವಿಧ ಬಡಾವಣೆಗಳಲ್ಲಿ ಪ್ರತಿಷ್ಠಾಪಿಸಿದ್ದ ಗಣೇಶ ಮೂರ್ತಿಗಳನ್ನು ಸಾಮೂಹಿಕವಾಗಿ ಅದ್ದೂರಿಯಿಂದ ಮೆರವಣಿಗೆ ನಡೆಸಿ ಅಮಾನಿಕೆರೆ ಕಲ್ಯಾಣಿಯಲ್ಲಿ ವಿಸರ್ಜನೆ ಮಾಡಲಾಯಿತು.	[369, 934, 618, 1004]
paragraph: ಮತ್ತು ಕರ್ನಾಟಕದ ಎಲೆಕ್ಟ್ರಾನಿಕ್ ಮಾಧ್ಯಮದ ವಿವಿಧ ವಿಭಾಗಗಳಲ್ಲಿ ಕೆಲಸ ಮಾಡುವ ವರದಿಗಾರರು, ನಿರೂಪಕರು ಎಡಿಟಿಂಗ್ ವಿಭಾಗದವರು, ಕ್ಯಾಮೆರಾ ಮೆನ್‌ಗಳು ಹಾಗೂ	[950, 498, 1146, 568]
pg-story	[369, 132, 536, 821]
gray-dot	[1305, 2528, 1324, 2546]
siddhartha-story	[543, 132, 1348, 879]
page-number: 5	[1329, 83, 1348, 122]
